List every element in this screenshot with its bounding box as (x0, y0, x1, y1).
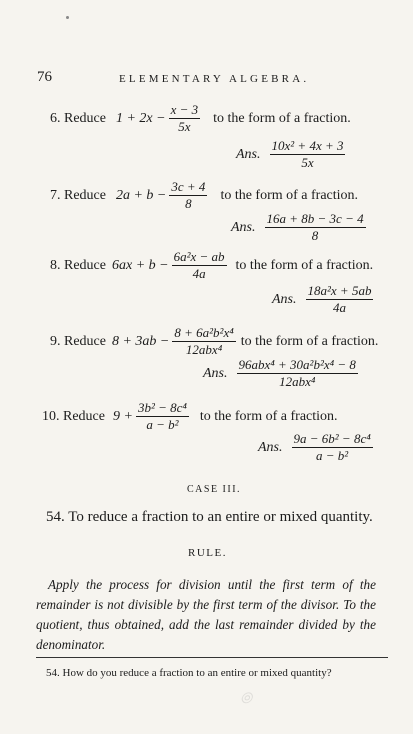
fraction-numerator: 3c + 4 (171, 179, 206, 194)
running-head: ELEMENTARY ALGEBRA. (119, 73, 310, 85)
problem-tail: to the form of a fraction. (199, 408, 338, 424)
watermark-stamp: ⦾ (240, 691, 253, 707)
problem-fraction (169, 180, 207, 211)
answer-label: Ans. (236, 146, 261, 162)
answer-fraction (265, 212, 366, 243)
problem-lead: 9 + (112, 408, 133, 424)
fraction-numerator: 6a²x − ab (173, 249, 225, 264)
problem-tail: to the form of a fraction. (235, 257, 374, 273)
footnote: 54. How do you reduce a fraction to an entire or mixed quantity? (46, 667, 332, 679)
case-heading: CASE III. (187, 484, 242, 495)
answer-fraction (306, 284, 374, 315)
problem-label: 9. Reduce (50, 333, 106, 349)
speck (66, 16, 69, 19)
answer-label: Ans. (203, 365, 228, 381)
answer-denominator: 4a (332, 300, 346, 315)
answer-denominator: 8 (311, 228, 319, 243)
fraction-denominator: a − b² (146, 417, 179, 432)
answer-numerator: 9a − 6b² − 8c⁴ (293, 431, 371, 446)
fraction-denominator: 5x (178, 119, 191, 134)
rule-text: Apply the process for division until the first term of the remainder is not divisible by the first term of the divisor. To the quotient, thus obtained, add the last remainder divided by the denominator. (36, 577, 376, 652)
problem-label: 6. Reduce (50, 110, 106, 126)
problem-label: 7. Reduce (50, 187, 106, 203)
problem-label: 10. Reduce (42, 408, 105, 424)
answer-numerator: 16a + 8b − 3c − 4 (266, 211, 364, 226)
fraction-denominator: 12abx⁴ (185, 342, 223, 357)
fraction-numerator: x − 3 (170, 102, 199, 117)
answer-label: Ans. (231, 219, 256, 235)
answer-numerator: 18a²x + 5ab (307, 283, 372, 298)
answer-fraction (292, 432, 373, 463)
problem-lead: 6ax + b − (111, 257, 169, 273)
problem-fraction (136, 401, 189, 432)
fraction-numerator: 8 + 6a²b²x⁴ (174, 325, 234, 340)
problem-tail: to the form of a fraction. (213, 110, 351, 126)
section-statement (46, 509, 373, 526)
section-number: 54. (46, 509, 65, 525)
problem-label: 8. Reduce (50, 257, 106, 273)
problem-lead: 2a + b − (115, 187, 167, 203)
problem-fraction (169, 103, 201, 134)
answer-numerator: 96abx⁴ + 30a²b²x⁴ − 8 (238, 357, 356, 372)
problem-fraction (172, 326, 235, 357)
answer-label: Ans. (272, 291, 297, 307)
answer-fraction (237, 358, 358, 389)
answer-denominator: a − b² (316, 448, 349, 463)
fraction-denominator: 4a (192, 266, 206, 281)
problem-lead: 1 + 2x − (115, 110, 166, 126)
answer-fraction (270, 139, 346, 170)
problem-lead: 8 + 3ab − (111, 333, 170, 349)
fraction-denominator: 8 (185, 196, 192, 211)
problem-fraction (172, 250, 227, 281)
rule-title: RULE. (188, 547, 227, 559)
answer-numerator: 10x² + 4x + 3 (271, 138, 344, 153)
section-text: To reduce a fraction to an entire or mixed quantity. (68, 509, 373, 525)
problem-tail: to the form of a fraction. (220, 187, 359, 203)
answer-denominator: 12abx⁴ (279, 374, 316, 389)
footnote-divider (36, 657, 388, 658)
problem-tail: to the form of a fraction. (240, 333, 379, 349)
fraction-numerator: 3b² − 8c⁴ (137, 400, 187, 415)
page-number: 76 (37, 69, 52, 85)
answer-denominator: 5x (301, 155, 314, 170)
answer-label: Ans. (258, 439, 283, 455)
